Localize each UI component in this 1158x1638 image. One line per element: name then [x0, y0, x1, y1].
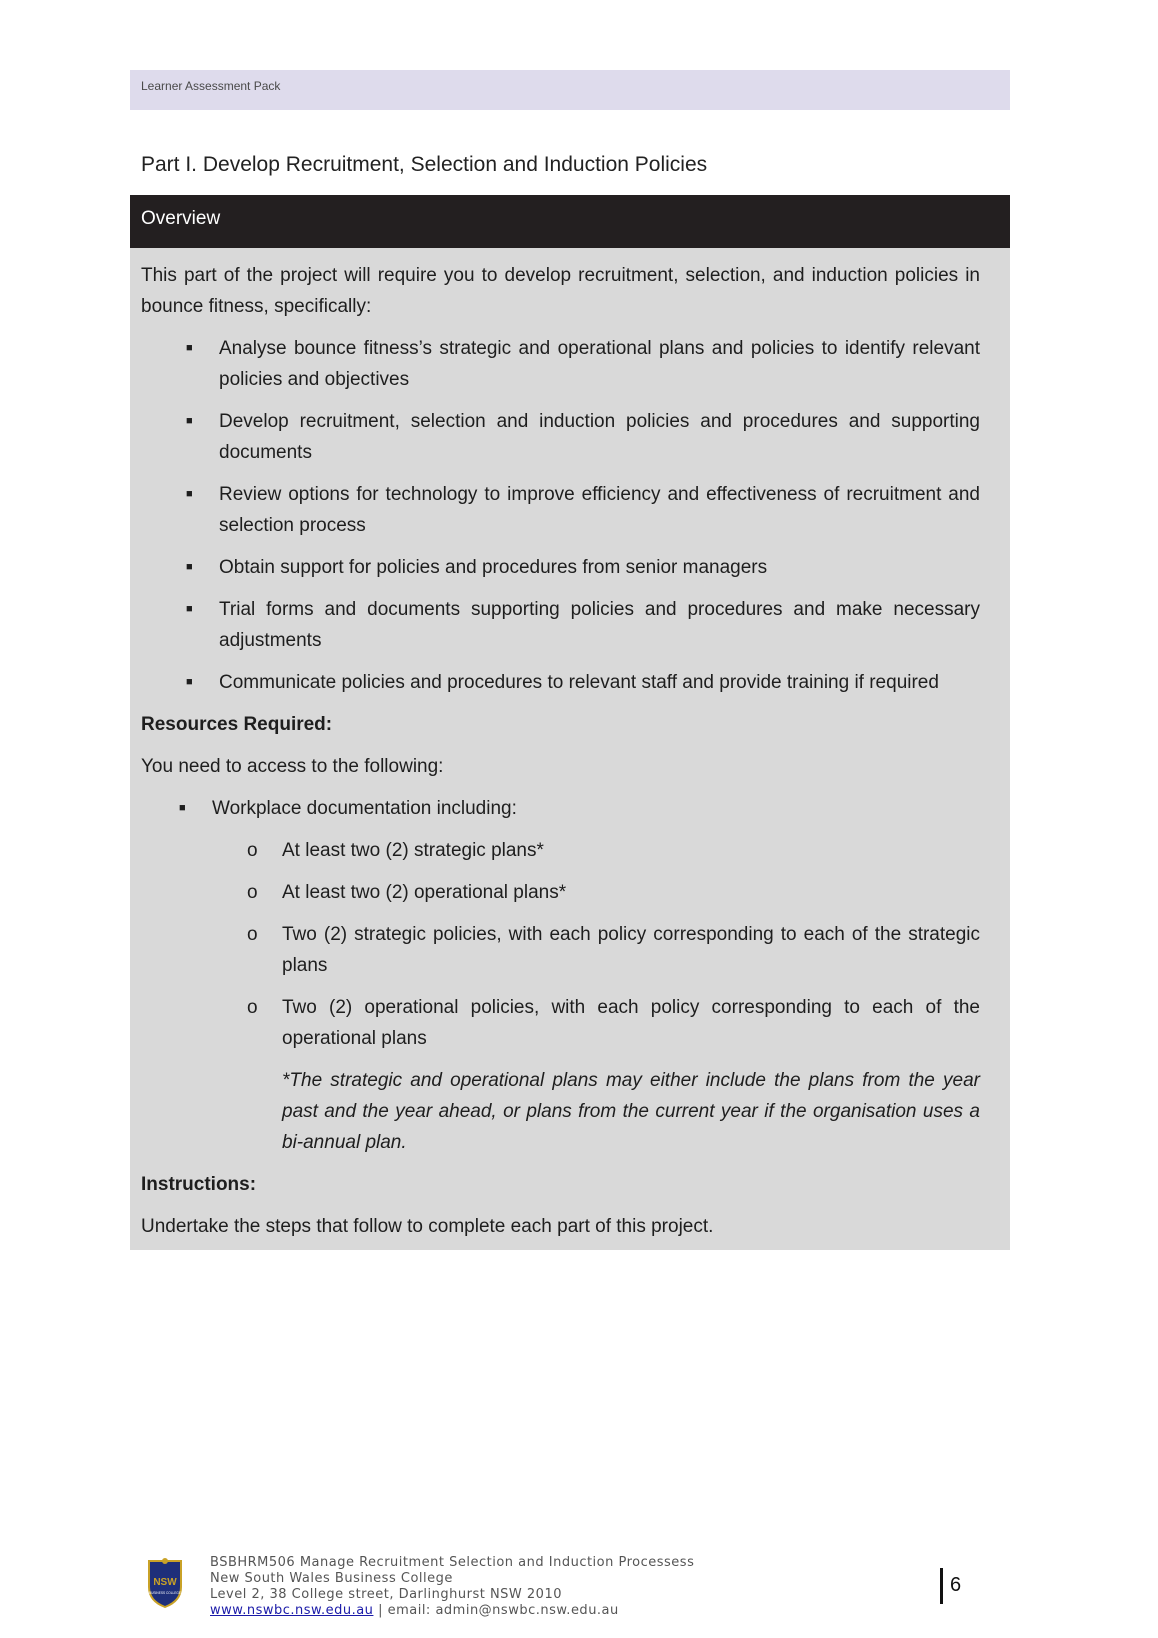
page-number-divider	[940, 1568, 943, 1604]
resources-item: Workplace documentation including:	[212, 798, 517, 819]
list-item	[179, 793, 980, 1054]
square-bullet-icon: ■	[186, 488, 193, 500]
footer-course: BSBHRM506 Manage Recruitment Selection and Induction Processess	[210, 1555, 695, 1570]
college-logo	[145, 1557, 185, 1609]
overview-heading: Overview	[141, 208, 221, 229]
page-number: 6	[950, 1574, 962, 1596]
square-bullet-icon: ■	[186, 603, 193, 615]
page-title: Part I. Develop Recruitment, Selection and Induction Policies	[141, 153, 708, 176]
list-item: ■ Analyse bounce fitness’s strategic and operational plans and policies to identify relevant policies and objectives	[219, 333, 980, 395]
header-band	[130, 70, 1010, 110]
circle-bullet-icon: o	[247, 882, 258, 903]
list-item: o At least two (2) strategic plans*	[282, 835, 980, 866]
list-item: o At least two (2) operational plans*	[282, 877, 980, 908]
square-bullet-icon: ■	[179, 802, 186, 814]
resources-sublist	[212, 835, 980, 1054]
footer-address: Level 2, 38 College street, Darlinghurst NSW 2010	[210, 1587, 562, 1602]
instructions-text: Undertake the steps that follow to complete each part of this project.	[141, 1216, 714, 1237]
resources-heading: Resources Required:	[141, 714, 333, 735]
overview-content	[130, 248, 1010, 1250]
list-item: ■ Communicate policies and procedures to relevant staff and provide training if required	[219, 667, 980, 698]
square-bullet-icon: ■	[186, 415, 193, 427]
list-item: ■ Trial forms and documents supporting policies and procedures and make necessary adjustments	[219, 594, 980, 656]
footer-college: New South Wales Business College	[210, 1571, 453, 1586]
footer	[145, 1555, 1015, 1625]
footer-contact	[210, 1603, 694, 1619]
footer-text	[210, 1555, 694, 1619]
logo-subtext: BUSINESS COLLEGE	[148, 1591, 182, 1595]
intro-paragraph: This part of the project will require you to develop recruitment, selection, and induction policies in bounce fitness, specifically:	[141, 265, 980, 317]
website-link[interactable]: www.nswbc.nsw.edu.au	[210, 1603, 374, 1618]
list-item: ■ Develop recruitment, selection and induction policies and procedures and supporting documents	[219, 406, 980, 468]
resources-intro: You need to access to the following:	[141, 756, 444, 777]
list-item: o Two (2) operational policies, with each policy corresponding to each of the operational plans	[282, 992, 980, 1054]
footer-email: | email: admin@nswbc.nsw.edu.au	[373, 1603, 619, 1618]
list-item: o Two (2) strategic policies, with each policy corresponding to each of the strategic plans	[282, 919, 980, 981]
header-label: Learner Assessment Pack	[141, 79, 281, 93]
instructions-heading: Instructions:	[141, 1174, 257, 1195]
square-bullet-icon: ■	[186, 676, 193, 688]
circle-bullet-icon: o	[247, 840, 258, 861]
list-item: ■ Obtain support for policies and procedures from senior managers	[219, 552, 980, 583]
logo-text: NSW	[153, 1577, 177, 1588]
plans-note: *The strategic and operational plans may either include the plans from the year past and the year ahead, or plans from the current year if the organisation uses a bi-annual plan.	[282, 1070, 980, 1153]
circle-bullet-icon: o	[247, 924, 258, 945]
resources-list	[141, 793, 980, 1054]
square-bullet-icon: ■	[186, 342, 193, 354]
square-bullet-icon: ■	[186, 561, 193, 573]
list-item: ■ Review options for technology to improve efficiency and effectiveness of recruitment and selection process	[219, 479, 980, 541]
circle-bullet-icon: o	[247, 997, 258, 1018]
overview-heading-bar	[130, 195, 1010, 248]
objectives-list	[141, 333, 980, 698]
